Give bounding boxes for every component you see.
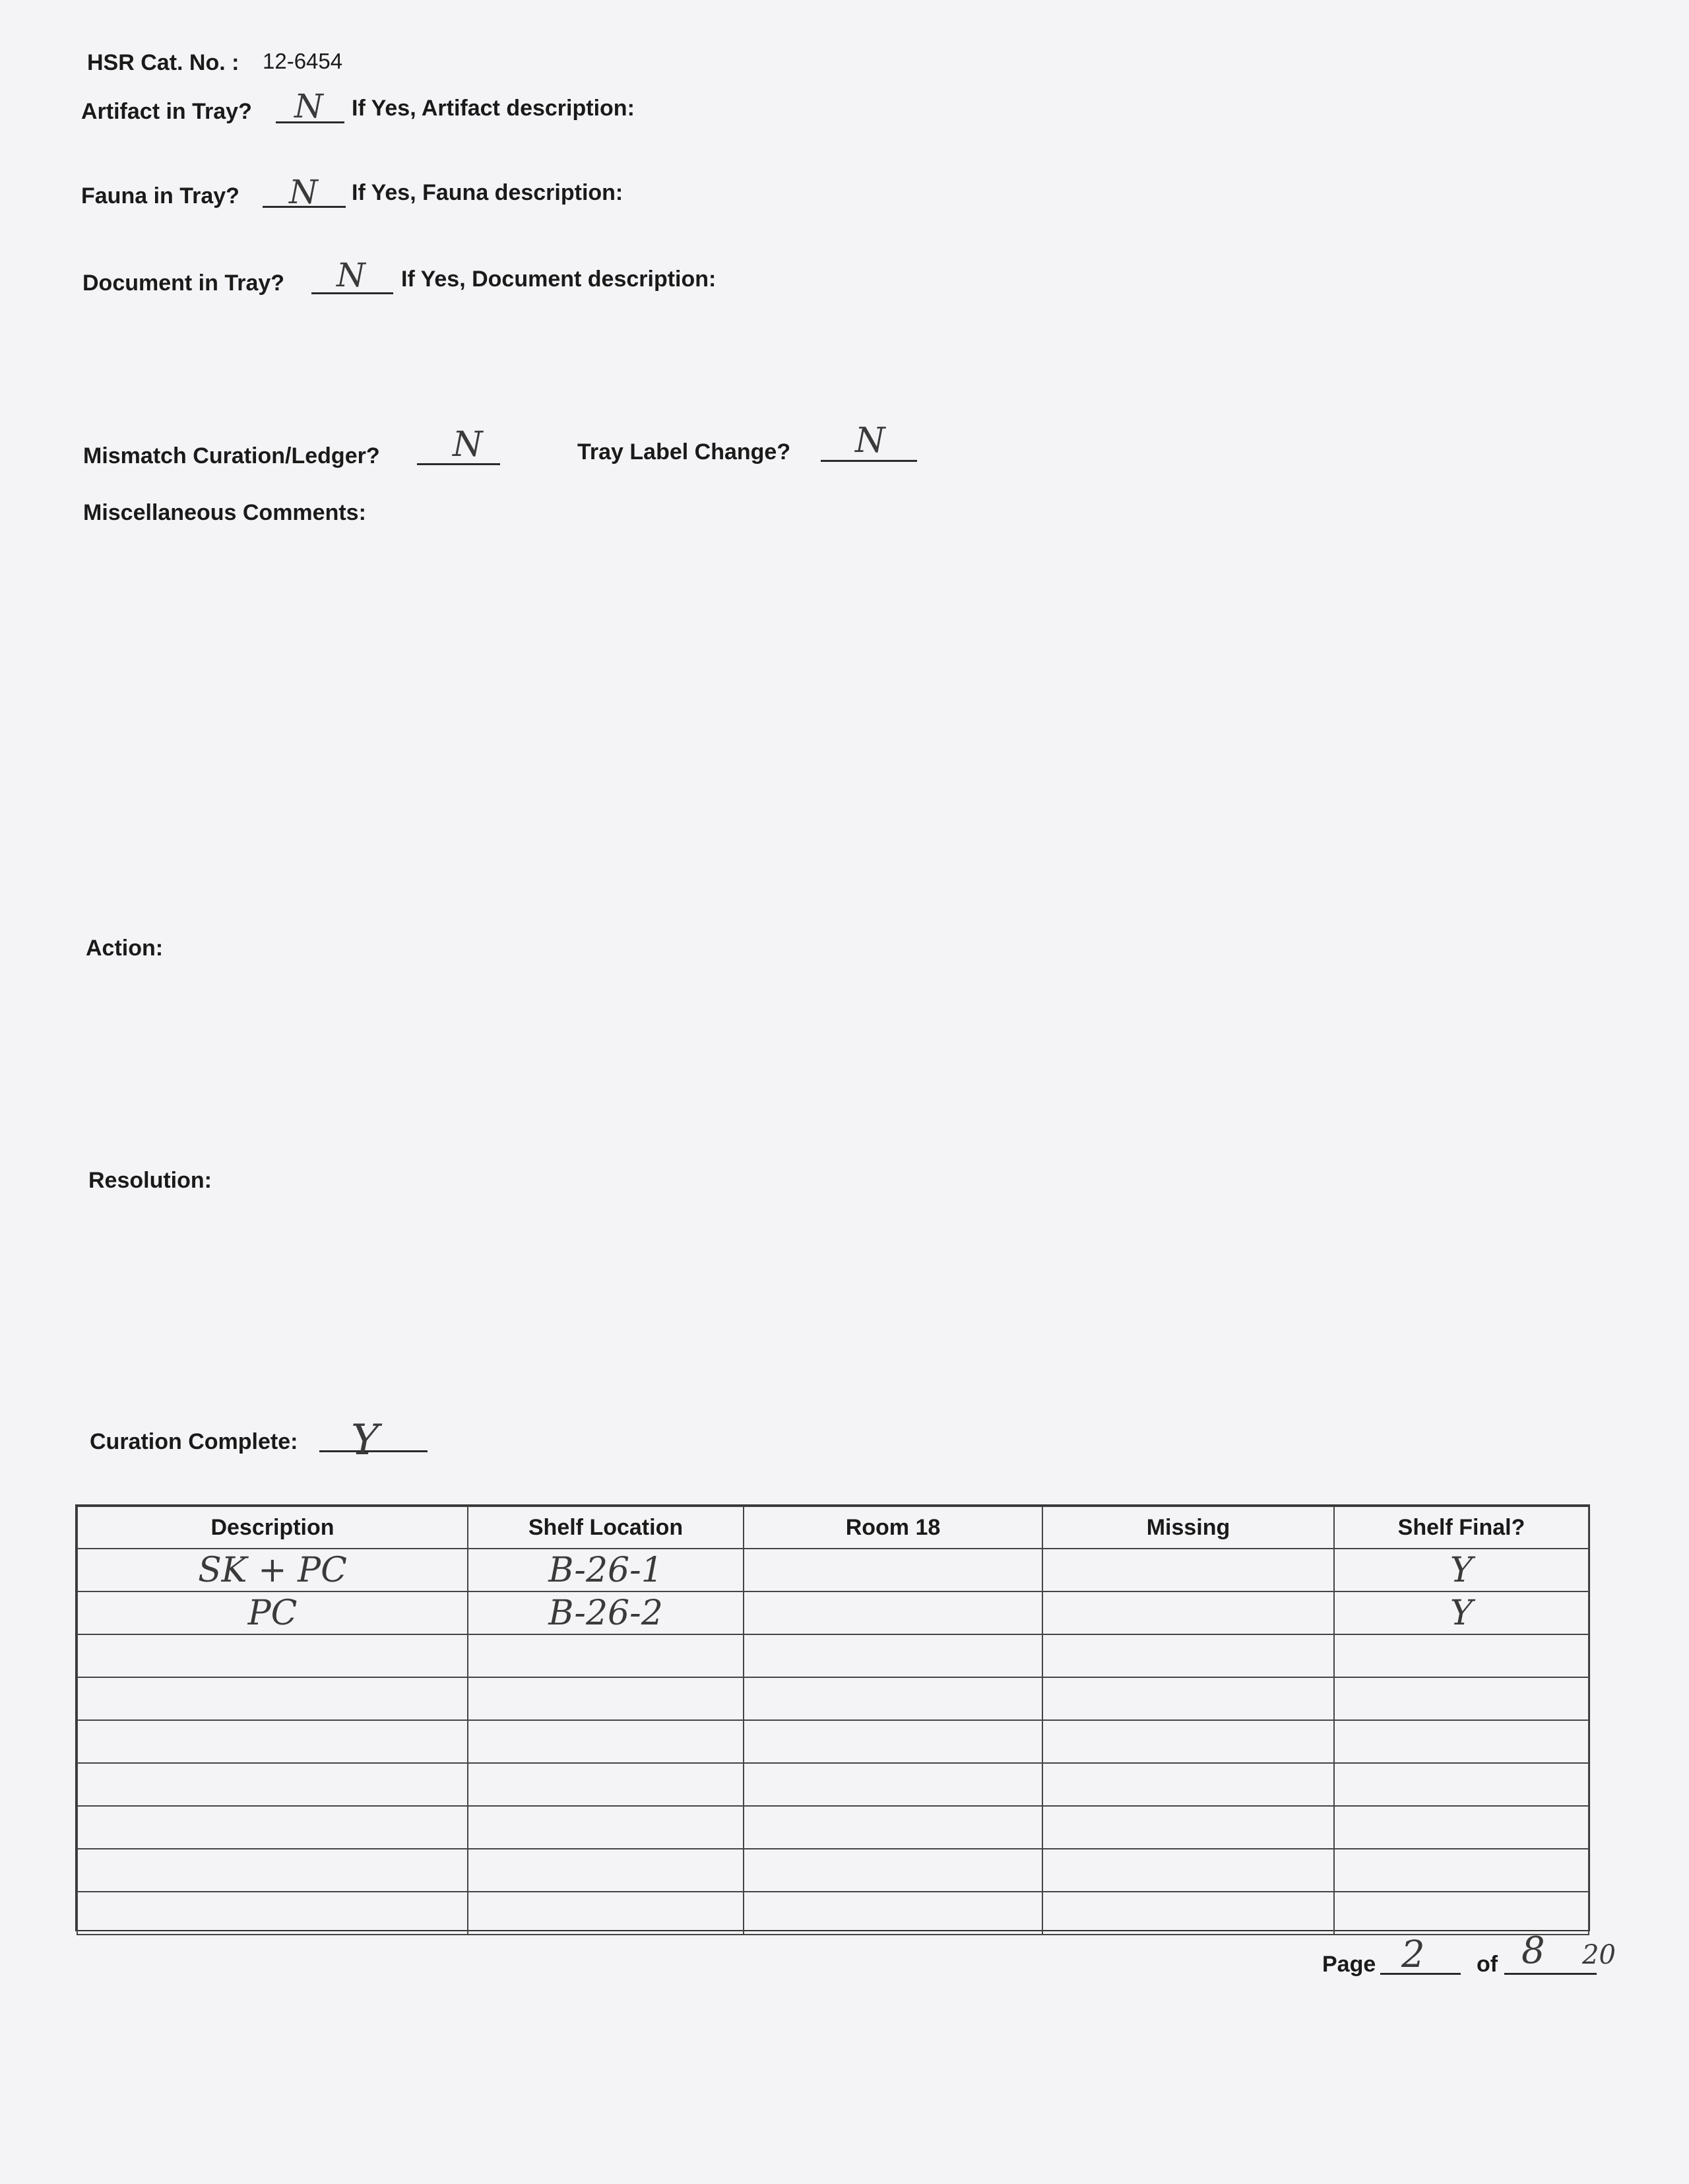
- table-row: [77, 1634, 1589, 1677]
- table-header-row: [77, 1506, 1589, 1549]
- fauna-value[interactable]: N: [289, 173, 318, 211]
- shelf-final-cell[interactable]: [1334, 1677, 1589, 1720]
- curation-complete-value[interactable]: Y: [351, 1416, 379, 1465]
- description-cell[interactable]: [77, 1849, 468, 1892]
- missing-cell[interactable]: [1042, 1720, 1334, 1763]
- description-cell-text: PC: [247, 1593, 298, 1633]
- artifact-value[interactable]: N: [294, 87, 323, 125]
- col-header-shelf-location: Shelf Location: [468, 1506, 744, 1549]
- of-label: of: [1477, 1952, 1498, 1977]
- missing-cell[interactable]: [1042, 1591, 1334, 1634]
- room-18-cell[interactable]: [744, 1720, 1042, 1763]
- shelf-location-cell[interactable]: [468, 1634, 744, 1677]
- room-18-cell[interactable]: [744, 1634, 1042, 1677]
- shelf-final-cell[interactable]: [1334, 1634, 1589, 1677]
- page-total-underline: [1504, 1973, 1597, 1975]
- cat-no-value: 12-6454: [263, 49, 343, 73]
- shelf-final-cell[interactable]: [1334, 1763, 1589, 1806]
- col-header-shelf-final: Shelf Final?: [1334, 1506, 1589, 1549]
- room-18-cell[interactable]: [744, 1549, 1042, 1591]
- description-cell[interactable]: [77, 1892, 468, 1935]
- missing-cell[interactable]: [1042, 1849, 1334, 1892]
- shelf-location-cell[interactable]: [468, 1892, 744, 1935]
- artifact-desc-label: If Yes, Artifact description:: [352, 96, 635, 121]
- shelf-location-cell[interactable]: [468, 1849, 744, 1892]
- page-number-value[interactable]: 2: [1401, 1933, 1425, 1976]
- mismatch-label: Mismatch Curation/Ledger?: [83, 443, 380, 468]
- document-desc-label: If Yes, Document description:: [401, 267, 717, 292]
- description-cell-text: SK + PC: [198, 1550, 347, 1590]
- shelf-location-cell[interactable]: [468, 1677, 744, 1720]
- mismatch-value[interactable]: N: [453, 425, 483, 465]
- missing-cell[interactable]: [1042, 1677, 1334, 1720]
- missing-cell[interactable]: [1042, 1763, 1334, 1806]
- page-total-value[interactable]: 8: [1521, 1929, 1545, 1972]
- missing-cell[interactable]: [1042, 1892, 1334, 1935]
- tray-label-change-label: Tray Label Change?: [577, 439, 791, 465]
- room-18-cell[interactable]: [744, 1892, 1042, 1935]
- table-row: [77, 1849, 1589, 1892]
- fauna-label: Fauna in Tray?: [81, 183, 239, 209]
- table-row: [77, 1763, 1589, 1806]
- table-row: [77, 1892, 1589, 1935]
- col-header-room-18: Room 18: [744, 1506, 1042, 1549]
- shelf-location-cell[interactable]: [468, 1720, 744, 1763]
- room-18-cell[interactable]: [744, 1591, 1042, 1634]
- table-row: [77, 1591, 1589, 1634]
- description-cell[interactable]: [77, 1720, 468, 1763]
- shelf-final-cell[interactable]: [1334, 1549, 1589, 1591]
- page-label: Page: [1322, 1952, 1376, 1977]
- page-total-extra: 20: [1582, 1940, 1616, 1970]
- curation-table: [75, 1504, 1590, 1931]
- shelf-final-cell[interactable]: [1334, 1849, 1589, 1892]
- shelf-location-cell[interactable]: [468, 1763, 744, 1806]
- description-cell[interactable]: [77, 1634, 468, 1677]
- shelf-final-cell-text: Y: [1450, 1550, 1473, 1590]
- shelf-location-cell[interactable]: [468, 1549, 744, 1591]
- table-row: [77, 1720, 1589, 1763]
- description-cell[interactable]: [77, 1549, 468, 1591]
- shelf-location-cell-text: B-26-1: [548, 1550, 663, 1590]
- artifact-label: Artifact in Tray?: [81, 99, 252, 124]
- room-18-cell[interactable]: [744, 1763, 1042, 1806]
- description-cell[interactable]: [77, 1806, 468, 1849]
- description-cell[interactable]: [77, 1763, 468, 1806]
- shelf-final-cell[interactable]: [1334, 1720, 1589, 1763]
- missing-cell[interactable]: [1042, 1634, 1334, 1677]
- shelf-location-cell[interactable]: [468, 1806, 744, 1849]
- table-row: [77, 1549, 1589, 1591]
- col-header-missing: Missing: [1042, 1506, 1334, 1549]
- table-row: [77, 1806, 1589, 1849]
- cat-no-label: HSR Cat. No. :: [87, 50, 239, 75]
- shelf-final-cell-text: Y: [1450, 1593, 1473, 1633]
- description-cell[interactable]: [77, 1677, 468, 1720]
- table-row: [77, 1677, 1589, 1720]
- shelf-final-cell[interactable]: [1334, 1806, 1589, 1849]
- fauna-desc-label: If Yes, Fauna description:: [352, 180, 623, 205]
- action-label: Action:: [86, 936, 164, 961]
- room-18-cell[interactable]: [744, 1677, 1042, 1720]
- document-label: Document in Tray?: [82, 271, 285, 296]
- document-value[interactable]: N: [336, 256, 366, 294]
- shelf-location-cell-text: B-26-2: [548, 1593, 663, 1633]
- col-header-description: Description: [77, 1506, 468, 1549]
- room-18-cell[interactable]: [744, 1806, 1042, 1849]
- missing-cell[interactable]: [1042, 1806, 1334, 1849]
- shelf-location-cell[interactable]: [468, 1591, 744, 1634]
- tray-label-change-value[interactable]: N: [855, 421, 885, 461]
- resolution-label: Resolution:: [88, 1168, 212, 1193]
- shelf-final-cell[interactable]: [1334, 1591, 1589, 1634]
- curation-complete-label: Curation Complete:: [90, 1429, 298, 1454]
- shelf-final-cell[interactable]: [1334, 1892, 1589, 1935]
- description-cell[interactable]: [77, 1591, 468, 1634]
- misc-comments-label: Miscellaneous Comments:: [83, 500, 366, 525]
- room-18-cell[interactable]: [744, 1849, 1042, 1892]
- missing-cell[interactable]: [1042, 1549, 1334, 1591]
